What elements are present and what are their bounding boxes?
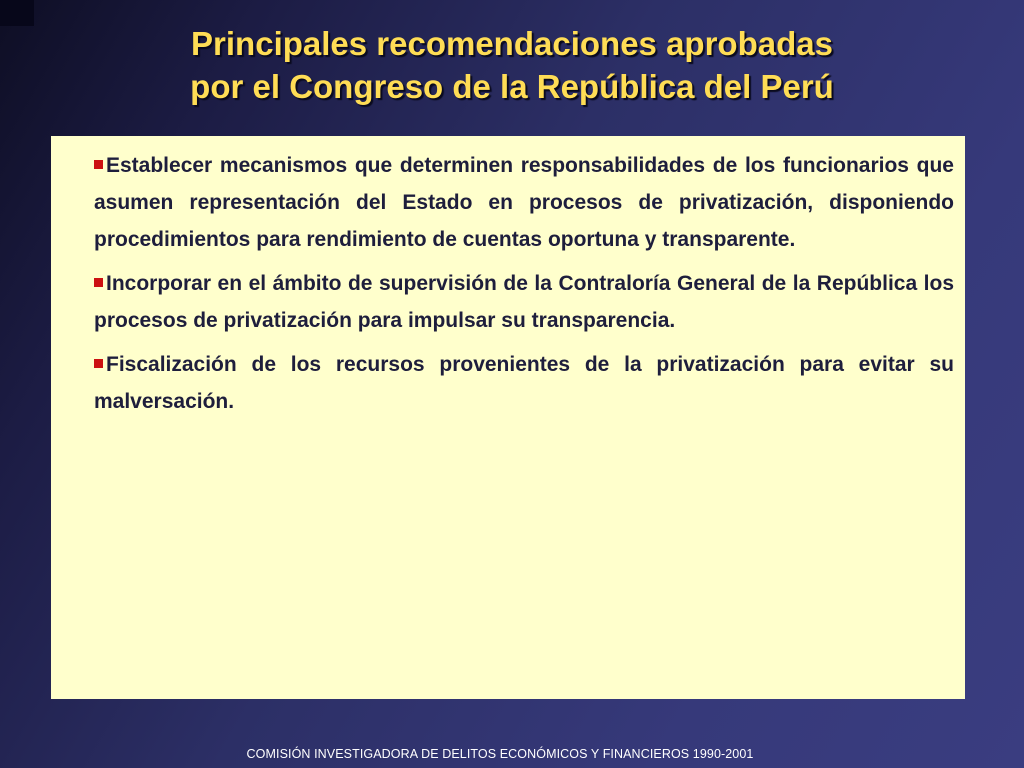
slide-title-line-1: Principales recomendaciones aprobadas — [191, 25, 833, 62]
content-box — [51, 136, 965, 699]
square-bullet-icon — [94, 160, 103, 169]
bullet-text: Incorporar en el ámbito de supervisión de la Contraloría General de la República los procesos de privatización para impulsar su transparencia. — [94, 272, 954, 332]
bullet-item — [94, 147, 954, 258]
square-bullet-icon — [94, 359, 103, 368]
bullet-text: Establecer mecanismos que determinen responsabilidades de los funcionarios que asumen representación del Estado en procesos de privatización, disponiendo procedimientos para rendimiento de cuentas oportuna y transparente. — [94, 154, 954, 251]
square-bullet-icon — [94, 278, 103, 287]
slide-footer: COMISIÓN INVESTIGADORA DE DELITOS ECONÓMICOS Y FINANCIEROS 1990-2001 — [246, 747, 754, 761]
bullet-text: Fiscalización de los recursos provenientes de la privatización para evitar su malversación. — [94, 353, 954, 413]
slide-title-line-2: por el Congreso de la República del Perú — [190, 68, 834, 105]
slide-title — [0, 22, 1024, 108]
bullet-item — [94, 265, 954, 339]
bullet-item — [94, 346, 954, 420]
